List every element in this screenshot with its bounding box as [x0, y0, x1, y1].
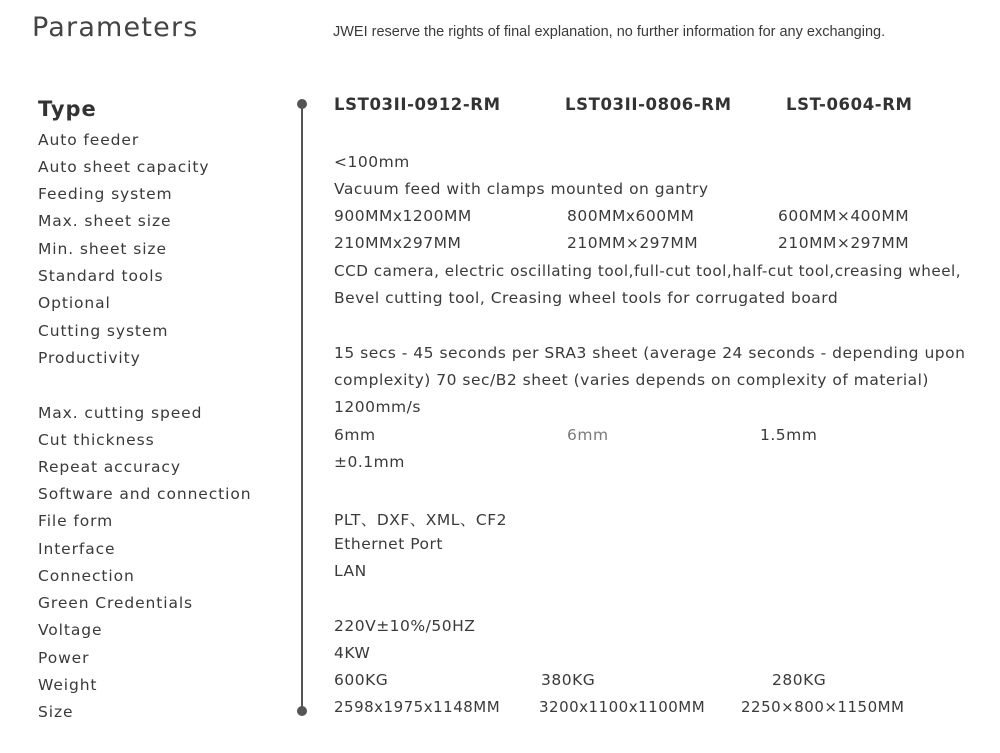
model-header-1: LST03II-0912-RM: [334, 95, 501, 114]
label-power: Power: [38, 649, 90, 667]
value-max-sheet-size-1: 900MMx1200MM: [334, 207, 472, 225]
value-max-sheet-size-3: 600MM×400MM: [778, 207, 910, 225]
label-min-sheet-size: Min. sheet size: [38, 240, 167, 258]
label-max-cutting-speed: Max. cutting speed: [38, 404, 203, 422]
label-optional: Optional: [38, 294, 111, 312]
value-cut-thickness-3: 1.5mm: [760, 426, 818, 444]
label-cut-thickness: Cut thickness: [38, 431, 155, 449]
timeline-dot-bottom: [297, 706, 307, 716]
value-connection: LAN: [334, 562, 367, 580]
timeline-dot-top: [297, 99, 307, 109]
label-connection: Connection: [38, 567, 135, 585]
model-header-2: LST03II-0806-RM: [565, 95, 732, 114]
value-file-form: PLT、DXF、XML、CF2: [334, 511, 508, 529]
page-title: Parameters: [32, 12, 199, 43]
value-cut-thickness-1: 6mm: [334, 426, 376, 444]
value-weight-3: 280KG: [772, 671, 827, 689]
value-min-sheet-size-3: 210MM×297MM: [778, 234, 910, 252]
disclaimer-text: JWEI reserve the rights of final explanation, no further information for any exchanging.: [333, 24, 886, 40]
label-software-and-connection: Software and connection: [38, 485, 252, 503]
value-cut-thickness-2: 6mm: [567, 426, 609, 444]
label-interface: Interface: [38, 540, 116, 558]
label-productivity: Productivity: [38, 349, 141, 367]
label-cutting-system: Cutting system: [38, 322, 169, 340]
label-max-sheet-size: Max. sheet size: [38, 212, 172, 230]
label-file-form: File form: [38, 512, 114, 530]
type-heading: Type: [38, 97, 97, 121]
value-size-3: 2250×800×1150MM: [741, 698, 905, 716]
value-max-cutting-speed: 1200mm/s: [334, 398, 421, 416]
value-weight-1: 600KG: [334, 671, 389, 689]
label-voltage: Voltage: [38, 621, 103, 639]
label-feeding-system: Feeding system: [38, 185, 173, 203]
label-auto-sheet-capacity: Auto sheet capacity: [38, 158, 210, 176]
model-header-3: LST-0604-RM: [786, 95, 913, 114]
value-interface: Ethernet Port: [334, 535, 443, 553]
value-min-sheet-size-1: 210MMx297MM: [334, 234, 462, 252]
value-auto-sheet-capacity: <100mm: [334, 153, 410, 171]
value-standard-tools: CCD camera, electric oscillating tool,full-cut tool,half-cut tool,creasing wheel,: [334, 262, 962, 280]
value-power: 4KW: [334, 644, 371, 662]
label-auto-feeder: Auto feeder: [38, 131, 140, 149]
label-green-credentials: Green Credentials: [38, 594, 194, 612]
value-optional: Bevel cutting tool, Creasing wheel tools for corrugated board: [334, 289, 839, 307]
value-voltage: 220V±10%/50HZ: [334, 617, 476, 635]
label-repeat-accuracy: Repeat accuracy: [38, 458, 181, 476]
value-feeding-system: Vacuum feed with clamps mounted on gantry: [334, 180, 709, 198]
label-weight: Weight: [38, 676, 98, 694]
timeline-divider: [301, 104, 303, 712]
label-standard-tools: Standard tools: [38, 267, 164, 285]
value-size-1: 2598x1975x1148MM: [334, 698, 501, 716]
value-weight-2: 380KG: [541, 671, 596, 689]
value-max-sheet-size-2: 800MMx600MM: [567, 207, 695, 225]
value-productivity-line-2: complexity) 70 sec/B2 sheet (varies depends on complexity of material): [334, 371, 929, 389]
value-productivity-line-1: 15 secs - 45 seconds per SRA3 sheet (average 24 seconds - depending upon: [334, 344, 966, 362]
value-repeat-accuracy: ±0.1mm: [334, 453, 405, 471]
label-size: Size: [38, 703, 74, 721]
value-min-sheet-size-2: 210MM×297MM: [567, 234, 699, 252]
value-size-2: 3200x1100x1100MM: [539, 698, 706, 716]
